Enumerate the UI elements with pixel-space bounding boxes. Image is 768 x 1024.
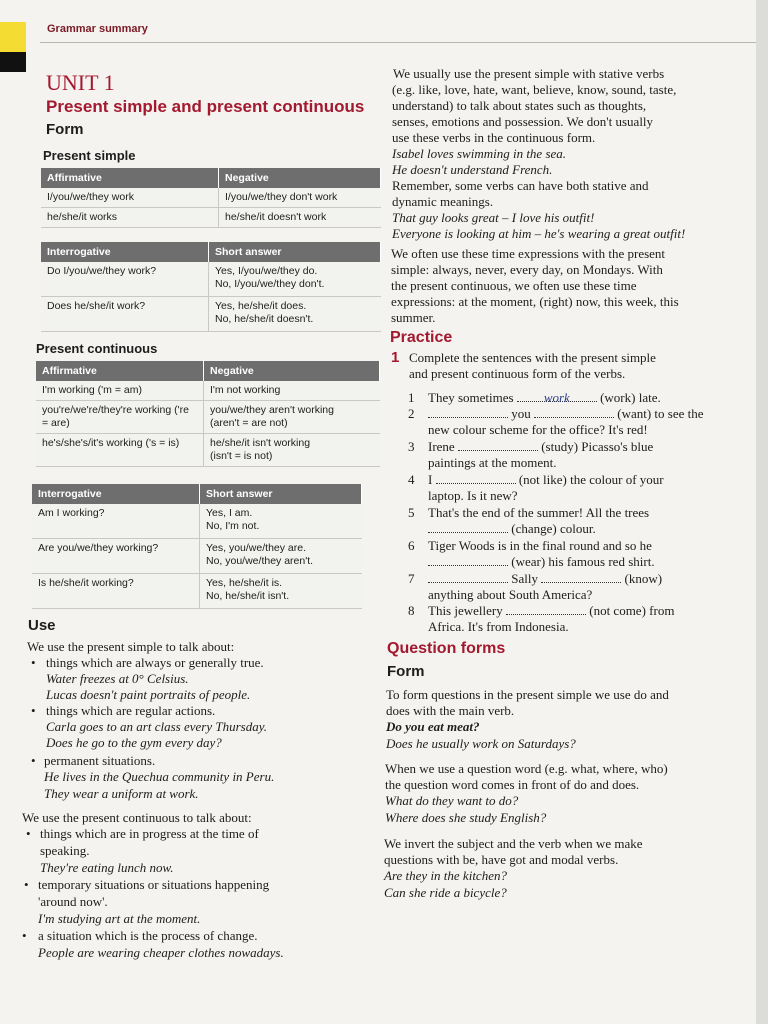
example-sentence: He doesn't understand French.	[392, 162, 553, 177]
question-paragraph-line: the question word comes in front of do and does.	[385, 777, 640, 792]
short-answer-no: No, I'm not.	[206, 520, 260, 532]
table-header: Negative	[219, 168, 381, 188]
item-text: new colour scheme for the office? It's red!	[428, 422, 648, 437]
table-cell: he's/she's/it's working ('s = is)	[36, 434, 204, 467]
question-paragraph-line: does with the main verb.	[386, 703, 515, 718]
item-text: laptop. Is it new?	[428, 488, 518, 503]
short-answer-yes: Yes, I/you/we/they do.	[215, 265, 318, 277]
item-number: 5	[408, 505, 415, 520]
table-cell: Is he/she/it working?	[32, 574, 200, 609]
present-continuous-heading: Present continuous	[36, 341, 158, 356]
time-expressions-line: We often use these time expressions with the present	[391, 246, 666, 261]
table-header: Affirmative	[36, 361, 204, 381]
item-text: (wear) his famous red shirt.	[511, 554, 655, 569]
item-text: Irene	[428, 439, 455, 454]
use-intro-simple: We use the present simple to talk about:	[27, 639, 235, 654]
item-text: That's the end of the summer! All the trees	[428, 505, 650, 520]
stative-paragraph-line: (e.g. like, love, hate, want, believe, know, sound, taste,	[392, 82, 677, 97]
practice-item-8	[428, 603, 674, 619]
table-cell	[200, 539, 362, 574]
unit-title: UNIT 1	[46, 70, 115, 95]
time-expressions-line: expressions: at the moment, (right) now, this week, this	[391, 294, 679, 309]
example-sentence: Where does she study English?	[385, 810, 547, 825]
item-number: 1	[408, 390, 415, 405]
answer-blank[interactable]	[458, 439, 538, 451]
table-row	[41, 188, 381, 208]
table-cell: you're/we're/they're working ('re = are)	[36, 401, 204, 434]
table-cell	[204, 401, 380, 434]
question-paragraph-line: When we use a question word (e.g. what, where, who)	[385, 761, 668, 776]
short-answer-yes: Yes, you/we/they are.	[206, 542, 307, 554]
item-number: 4	[408, 472, 415, 487]
table-cell: he/she/it works	[41, 208, 219, 228]
item-text: I	[428, 472, 433, 487]
header-rule	[40, 42, 756, 43]
question-form-heading: Form	[387, 663, 425, 680]
table-row	[41, 208, 381, 228]
table-cell: I'm not working	[204, 381, 380, 401]
present-simple-affirmative-table	[41, 168, 381, 228]
table-row	[32, 574, 362, 609]
example-sentence: They wear a uniform at work.	[44, 786, 199, 801]
table-cell: I/you/we/they don't work	[219, 188, 381, 208]
item-text: (know)	[624, 571, 663, 586]
table-header: Short answer	[200, 484, 362, 504]
table-cell	[209, 297, 381, 332]
item-number: 3	[408, 439, 415, 454]
table-cell: I'm working ('m = am)	[36, 381, 204, 401]
short-answer-yes: Yes, he/she/it does.	[215, 300, 307, 312]
item-number: 2	[408, 406, 415, 421]
table-cell: Do I/you/we/they work?	[41, 262, 209, 297]
contraction-note: (aren't = are not)	[210, 417, 288, 429]
table-cell	[200, 574, 362, 609]
page-edge	[756, 0, 768, 1024]
yellow-tab-marker	[0, 22, 26, 52]
answer-blank[interactable]	[428, 571, 508, 583]
item-text: (work) late.	[600, 390, 661, 405]
exercise-instruction: and present continuous form of the verbs.	[409, 366, 626, 381]
short-answer-no: No, he/she/it doesn't.	[215, 313, 314, 325]
practice-item-5	[428, 521, 596, 537]
use-item: things which are in progress at the time of	[40, 826, 259, 841]
item-text: paintings at the moment.	[428, 455, 557, 470]
answer-blank[interactable]	[428, 521, 508, 533]
practice-item-4	[428, 472, 664, 488]
answer-blank[interactable]	[534, 406, 614, 418]
example-sentence: What do they want to do?	[385, 793, 519, 808]
item-number: 8	[408, 603, 415, 618]
answer-blank[interactable]	[436, 472, 516, 484]
item-text: (not come) from	[589, 603, 675, 618]
item-text: Africa. It's from Indonesia.	[428, 619, 569, 634]
table-cell: Does he/she/it work?	[41, 297, 209, 332]
time-expressions-line: simple: always, never, every day, on Mondays. With	[391, 262, 663, 277]
table-row	[32, 504, 362, 539]
use-item: permanent situations.	[44, 753, 156, 768]
example-sentence: Are they in the kitchen?	[384, 868, 507, 883]
practice-heading: Practice	[390, 329, 453, 346]
example-sentence: Does he go to the gym every day?	[46, 735, 222, 750]
item-number: 7	[408, 571, 415, 586]
use-item-continued: speaking.	[40, 843, 90, 858]
short-answer-no: No, he/she/it isn't.	[206, 590, 290, 602]
time-expressions-line: the present continuous, we often use these time	[391, 278, 637, 293]
example-sentence: Isabel loves swimming in the sea.	[392, 146, 567, 161]
table-row	[36, 381, 380, 401]
question-paragraph-line: questions with be, have got and modal verbs.	[384, 852, 619, 867]
table-cell	[204, 434, 380, 467]
present-continuous-interrogative-table	[32, 484, 362, 609]
table-cell	[209, 262, 381, 297]
form-heading: Form	[46, 121, 84, 138]
example-sentence: Everyone is looking at him – he's wearing a great outfit!	[392, 226, 686, 241]
answer-blank[interactable]	[428, 554, 508, 566]
table-cell: I/you/we/they work	[41, 188, 219, 208]
answer-blank[interactable]: work	[517, 390, 597, 402]
example-sentence: I'm studying art at the moment.	[38, 911, 201, 926]
stative-paragraph-line: use these verbs in the continuous form.	[392, 130, 596, 145]
use-heading: Use	[28, 617, 56, 634]
exercise-number: 1	[391, 349, 400, 366]
unit-subtitle: Present simple and present continuous	[46, 97, 365, 116]
example-sentence: Lucas doesn't paint portraits of people.	[46, 687, 251, 702]
stative-paragraph-line: We usually use the present simple with stative verbs	[393, 66, 665, 81]
table-row	[32, 539, 362, 574]
bullet-dot: •	[31, 655, 36, 670]
table-row	[41, 297, 381, 332]
black-tab-marker	[0, 52, 26, 72]
short-answer-no: No, you/we/they aren't.	[206, 555, 314, 567]
practice-item-7	[428, 571, 662, 587]
item-text: Tiger Woods is in the final round and so he	[428, 538, 652, 553]
stative-paragraph-line: understand) to talk about states such as thoughts,	[392, 98, 647, 113]
item-text: They sometimes	[428, 390, 514, 405]
use-item: things which are regular actions.	[46, 703, 216, 718]
section-header: Grammar summary	[47, 23, 148, 35]
item-text: (study) Picasso's blue	[541, 439, 654, 454]
table-header: Short answer	[209, 242, 381, 262]
table-cell: Are you/we/they working?	[32, 539, 200, 574]
example-sentence: People are wearing cheaper clothes nowadays.	[38, 945, 284, 960]
present-continuous-affirmative-table	[36, 361, 380, 467]
item-text: (change) colour.	[511, 521, 596, 536]
example-sentence: They're eating lunch now.	[40, 860, 174, 875]
remember-line: Remember, some verbs can have both stative and	[392, 178, 649, 193]
table-header: Interrogative	[41, 242, 209, 262]
table-row	[41, 262, 381, 297]
question-paragraph-line: To form questions in the present simple we use do and	[386, 687, 669, 702]
practice-item-6	[428, 554, 655, 570]
example-sentence: He lives in the Quechua community in Peru.	[44, 769, 275, 784]
item-text: This jewellery	[428, 603, 503, 618]
table-cell: he/she/it doesn't work	[219, 208, 381, 228]
contraction-note: (isn't = is not)	[210, 450, 273, 462]
answer-blank[interactable]	[541, 571, 621, 583]
remember-line: dynamic meanings.	[392, 194, 494, 209]
table-row	[36, 434, 380, 467]
short-answer-yes: Yes, I am.	[206, 507, 253, 519]
item-text: (not like) the colour of your	[518, 472, 664, 487]
time-expressions-line: summer.	[391, 310, 436, 325]
use-intro-continuous: We use the present continuous to talk about:	[22, 810, 252, 825]
stative-paragraph-line: senses, emotions and possession. We don't usually	[392, 114, 654, 129]
table-cell	[200, 504, 362, 539]
use-item: a situation which is the process of change.	[38, 928, 258, 943]
use-item-continued: 'around now'.	[38, 894, 108, 909]
short-answer-no: No, I/you/we/they don't.	[215, 278, 325, 290]
bullet-dot: •	[26, 826, 31, 841]
negative-form: you/we/they aren't working	[210, 404, 334, 416]
table-header: Interrogative	[32, 484, 200, 504]
answer-blank[interactable]	[506, 603, 586, 615]
short-answer-yes: Yes, he/she/it is.	[206, 577, 283, 589]
practice-item-3	[428, 439, 653, 455]
example-sentence: That guy looks great – I love his outfit!	[392, 210, 595, 225]
answer-blank[interactable]	[428, 406, 508, 418]
use-item: temporary situations or situations happening	[38, 877, 270, 892]
practice-item-1	[428, 390, 661, 406]
bullet-dot: •	[31, 703, 36, 718]
example-sentence: Does he usually work on Saturdays?	[386, 736, 576, 751]
bullet-dot: •	[24, 877, 29, 892]
item-text: anything about South America?	[428, 587, 593, 602]
item-text: you	[511, 406, 531, 421]
item-number: 6	[408, 538, 415, 553]
example-sentence: Can she ride a bicycle?	[384, 885, 507, 900]
bullet-dot: •	[31, 753, 36, 768]
present-simple-interrogative-table	[41, 242, 381, 332]
use-item: things which are always or generally true.	[46, 655, 264, 670]
bullet-dot: •	[22, 928, 27, 943]
table-cell: Am I working?	[32, 504, 200, 539]
question-forms-heading: Question forms	[387, 640, 506, 657]
practice-item-2	[428, 406, 704, 422]
example-sentence: Do you eat meat?	[386, 719, 480, 734]
question-paragraph-line: We invert the subject and the verb when we make	[384, 836, 643, 851]
table-row	[36, 401, 380, 434]
negative-form: he/she/it isn't working	[210, 437, 311, 449]
example-sentence: Carla goes to an art class every Thursday.	[46, 719, 267, 734]
table-header: Affirmative	[41, 168, 219, 188]
exercise-instruction: Complete the sentences with the present simple	[409, 350, 656, 365]
item-text: (want) to see the	[617, 406, 704, 421]
example-sentence: Water freezes at 0° Celsius.	[46, 671, 189, 686]
table-header: Negative	[204, 361, 380, 381]
item-text: Sally	[511, 571, 538, 586]
present-simple-heading: Present simple	[43, 148, 136, 163]
